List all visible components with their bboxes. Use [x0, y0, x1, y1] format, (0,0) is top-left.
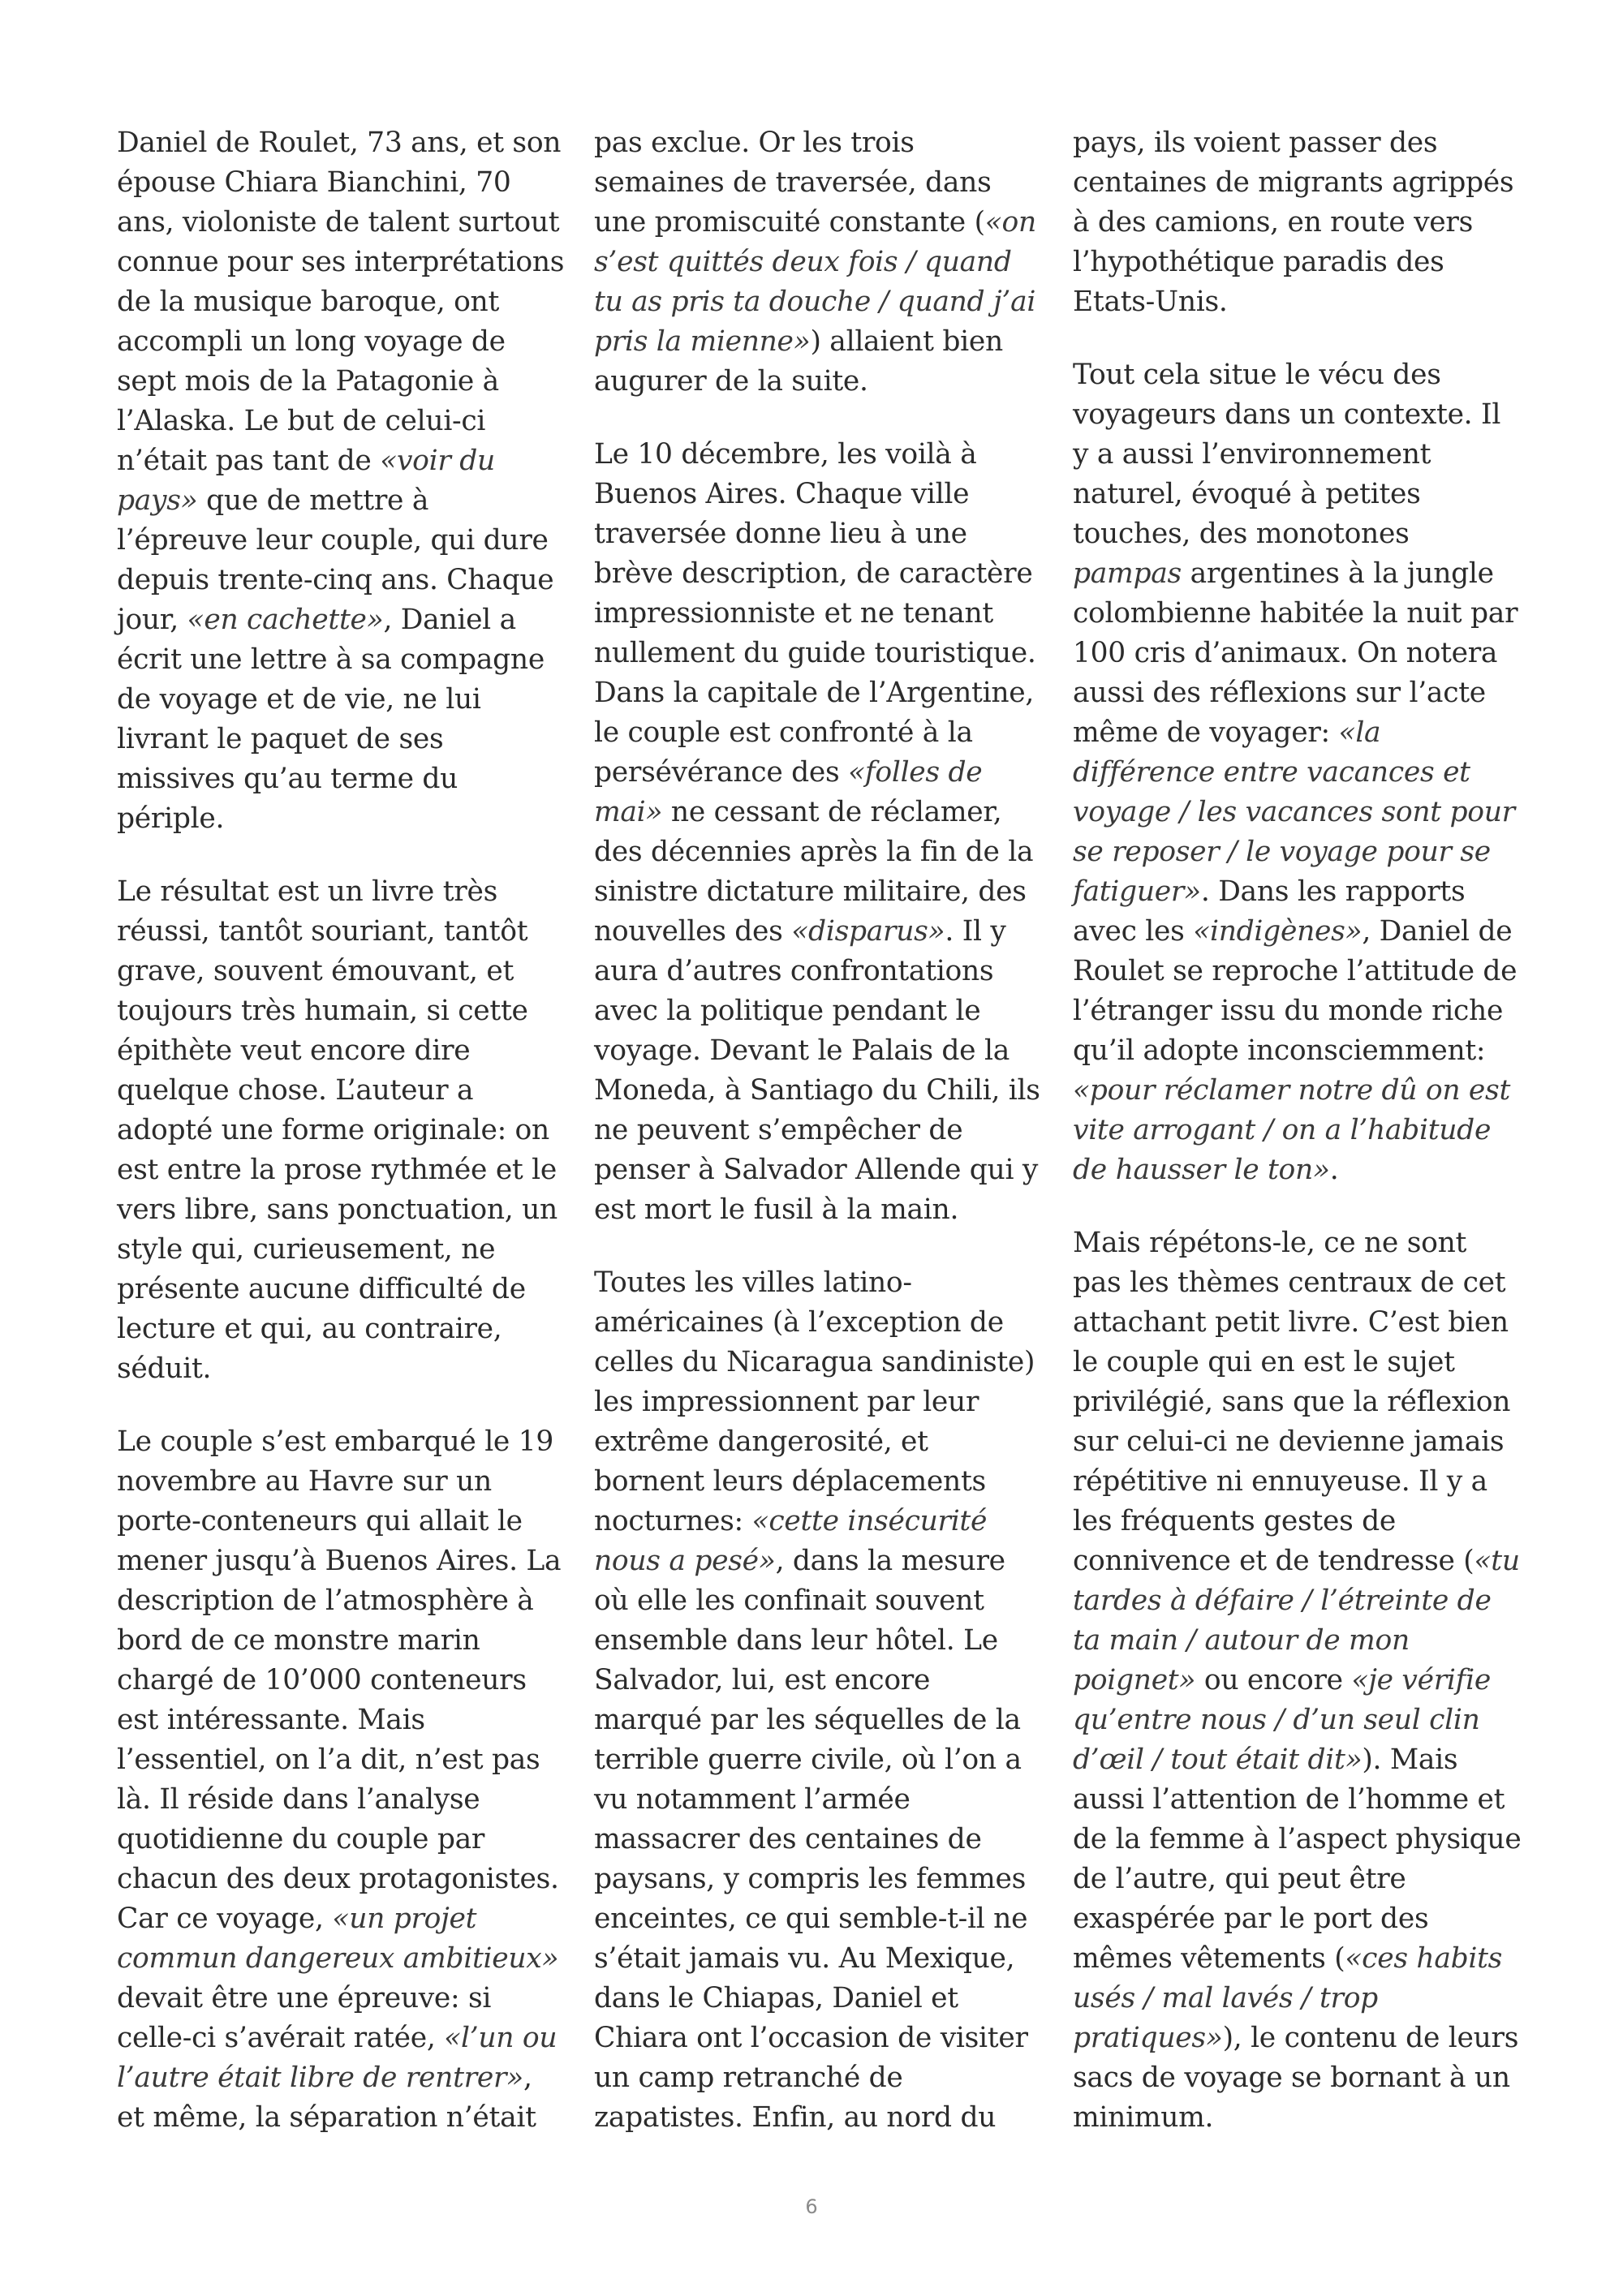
quote-text: «en cachette»: [187, 604, 384, 636]
body-text: Tout cela situe le vécu des voyageurs dans un contexte. Il y a aussi l’environnement naturel, évoqué à petites touches, des monotones: [1073, 359, 1501, 550]
body-text: Le 10 décembre, les voilà à Buenos Aires. Chaque ville traversée donne lieu à une brève description, de caractère impressionniste et ne tenant nullement du guide touristique. Dans la capitale de l’Argentine, le couple est confronté à la persévérance des: [594, 438, 1036, 789]
quote-text: «un projet commun dangereux ambitieux»: [117, 1903, 559, 1975]
body-text: Le résultat est un livre très réussi, tantôt souriant, tantôt grave, souvent émouvant, et toujours très humain, si cette épithète veut encore dire quelque chose. L’auteur a adopté une forme originale: on est entre la prose rythmée et le vers libre, sans ponctuation, un style qui, curieusement, ne présente aucune difficulté de lecture et qui, au contraire, séduit.: [117, 875, 558, 1385]
body-text: ) allaient bien augurer de la suite.: [594, 325, 1003, 398]
body-text: argentines à la jungle colombienne habitée la nuit par 100 cris d’animaux. On notera aussi des réflexions sur l’acte même de voyager:: [1073, 557, 1518, 749]
quote-text: «l’un ou l’autre était libre de rentrer»: [117, 2022, 558, 2094]
quote-text: «pour réclamer notre dû on est vite arrogant / on a l’habitude de hausser le ton»: [1073, 1074, 1511, 1186]
paragraph: [117, 123, 567, 839]
page-number: 6: [805, 2195, 818, 2218]
quote-text: «disparus»: [791, 915, 945, 948]
paragraph: [1073, 1223, 1523, 2138]
body-text: ). Mais aussi l’attention de l’homme et de la femme à l’aspect physique de l’autre, qui peut être exaspérée par le port des mêmes vêtements (: [1073, 1743, 1522, 1975]
paragraph: [594, 1263, 1044, 2138]
quote-text: «cette insécurité nous a pesé»: [594, 1505, 988, 1577]
body-text: .: [1329, 1154, 1339, 1186]
text-column-1: [117, 123, 567, 2138]
body-text: Daniel de Roulet, 73 ans, et son épouse Chiara Bianchini, 70 ans, violoniste de talent surtout connue pour ses interprétations de la musique baroque, ont accompli un long voyage de sept mois de la Patagonie à l’Alaska. Le but de celui-ci n’était pas tant de: [117, 127, 565, 477]
body-text: , dans la mesure où elle les confinait souvent ensemble dans leur hôtel. Le Salvador, lui, est encore marqué par les séquelles de la terrible guerre civile, où l’on a vu notamment l’armée massacrer des centaines de paysans, y compris les femmes enceintes, ce qui semble-t-il ne s’était jamais vu. Au Mexique, dans le Chiapas, Daniel et Chiara ont l’occasion de visiter un camp retranché de zapatistes. Enfin, au nord du: [594, 1545, 1028, 2134]
quote-text: «voir du pays»: [117, 445, 495, 517]
body-text: pas exclue. Or les trois semaines de traversée, dans une promiscuité constante (: [594, 127, 992, 239]
paragraph: [594, 435, 1044, 1230]
quote-text: «la différence entre vacances et voyage / les vacances sont pour se reposer / le voyage pour se fatiguer»: [1073, 716, 1515, 908]
text-column-3: [1073, 123, 1523, 2138]
body-text: Le couple s’est embarqué le 19 novembre au Havre sur un porte-conteneurs qui allait le mener jusqu’à Buenos Aires. La description de l’atmosphère à bord de ce monstre marin chargé de 10’000 conteneurs est intéressante. Mais l’essentiel, on l’a dit, n’est pas là. Il réside dans l’analyse quotidienne du couple par chacun des deux protagonistes. Car ce voyage,: [117, 1425, 562, 1935]
body-text: Mais répétons-le, ce ne sont pas les thèmes centraux de cet attachant petit livre. C’est bien le couple qui en est le sujet privilégié, sans que la réflexion sur celui-ci ne devienne jamais répétitive ni ennuyeuse. Il y a les fréquents gestes de connivence et de tendresse (: [1073, 1227, 1511, 1577]
quote-text: «je vérifie qu’entre nous / d’un seul clin d’œil / tout était dit»: [1073, 1664, 1491, 1776]
body-text: , Daniel a écrit une lettre à sa compagne de voyage et de vie, ne lui livrant le paquet de ses missives qu’au terme du périple.: [117, 604, 545, 835]
paragraph: [117, 872, 567, 1389]
body-text: ), le contenu de leurs sacs de voyage se bornant à un minimum.: [1073, 2022, 1519, 2134]
quote-text: pampas: [1073, 557, 1182, 590]
paragraph: [1073, 355, 1523, 1190]
body-text: . Dans les rapports avec les: [1073, 875, 1466, 948]
body-text: ou encore: [1195, 1664, 1352, 1696]
paragraph: [117, 1422, 567, 2138]
body-text: ne cessant de réclamer, des décennies après la fin de la sinistre dictature militaire, des nouvelles des: [594, 796, 1034, 948]
quote-text: «on s’est quittés deux fois / quand tu as pris ta douche / quand j’ai pris la mienne»: [594, 206, 1036, 358]
body-text: , Daniel de Roulet se reproche l’attitude de l’étranger issu du monde riche qu’il adopte inconsciemment:: [1073, 915, 1518, 1067]
body-text: . Il y aura d’autres confrontations avec la politique pendant le voyage. Devant le Palais de la Moneda, à Santiago du Chili, ils ne peuvent s’empêcher de penser à Salvador Allende qui y est mort le fusil à la main.: [594, 915, 1040, 1226]
quote-text: «ces habits usés / mal lavés / trop pratiques»: [1073, 1942, 1503, 2054]
body-text: pays, ils voient passer des centaines de migrants agrippés à des camions, en route vers l’hypothétique paradis des Etats-Unis.: [1073, 127, 1514, 318]
body-text: , et même, la séparation n’était: [117, 2062, 536, 2134]
paragraph: [594, 123, 1044, 402]
body-text: Toutes les villes latino-américaines (à l’exception de celles du Nicaragua sandiniste) les impressionnent par leur extrême dangerosité, et bornent leurs déplacements nocturnes:: [594, 1266, 1035, 1537]
body-text: devait être une épreuve: si celle-ci s’avérait ratée,: [117, 1982, 492, 2054]
quote-text: «folles de mai»: [594, 756, 983, 828]
text-column-2: [594, 123, 1044, 2138]
quote-text: «indigènes»: [1193, 915, 1363, 948]
paragraph: [1073, 123, 1523, 322]
quote-text: «tu tardes à défaire / l’étreinte de ta main / autour de mon poignet»: [1073, 1545, 1520, 1696]
body-text: que de mettre à l’épreuve leur couple, qui dure depuis trente-cinq ans. Chaque jour,: [117, 484, 554, 636]
